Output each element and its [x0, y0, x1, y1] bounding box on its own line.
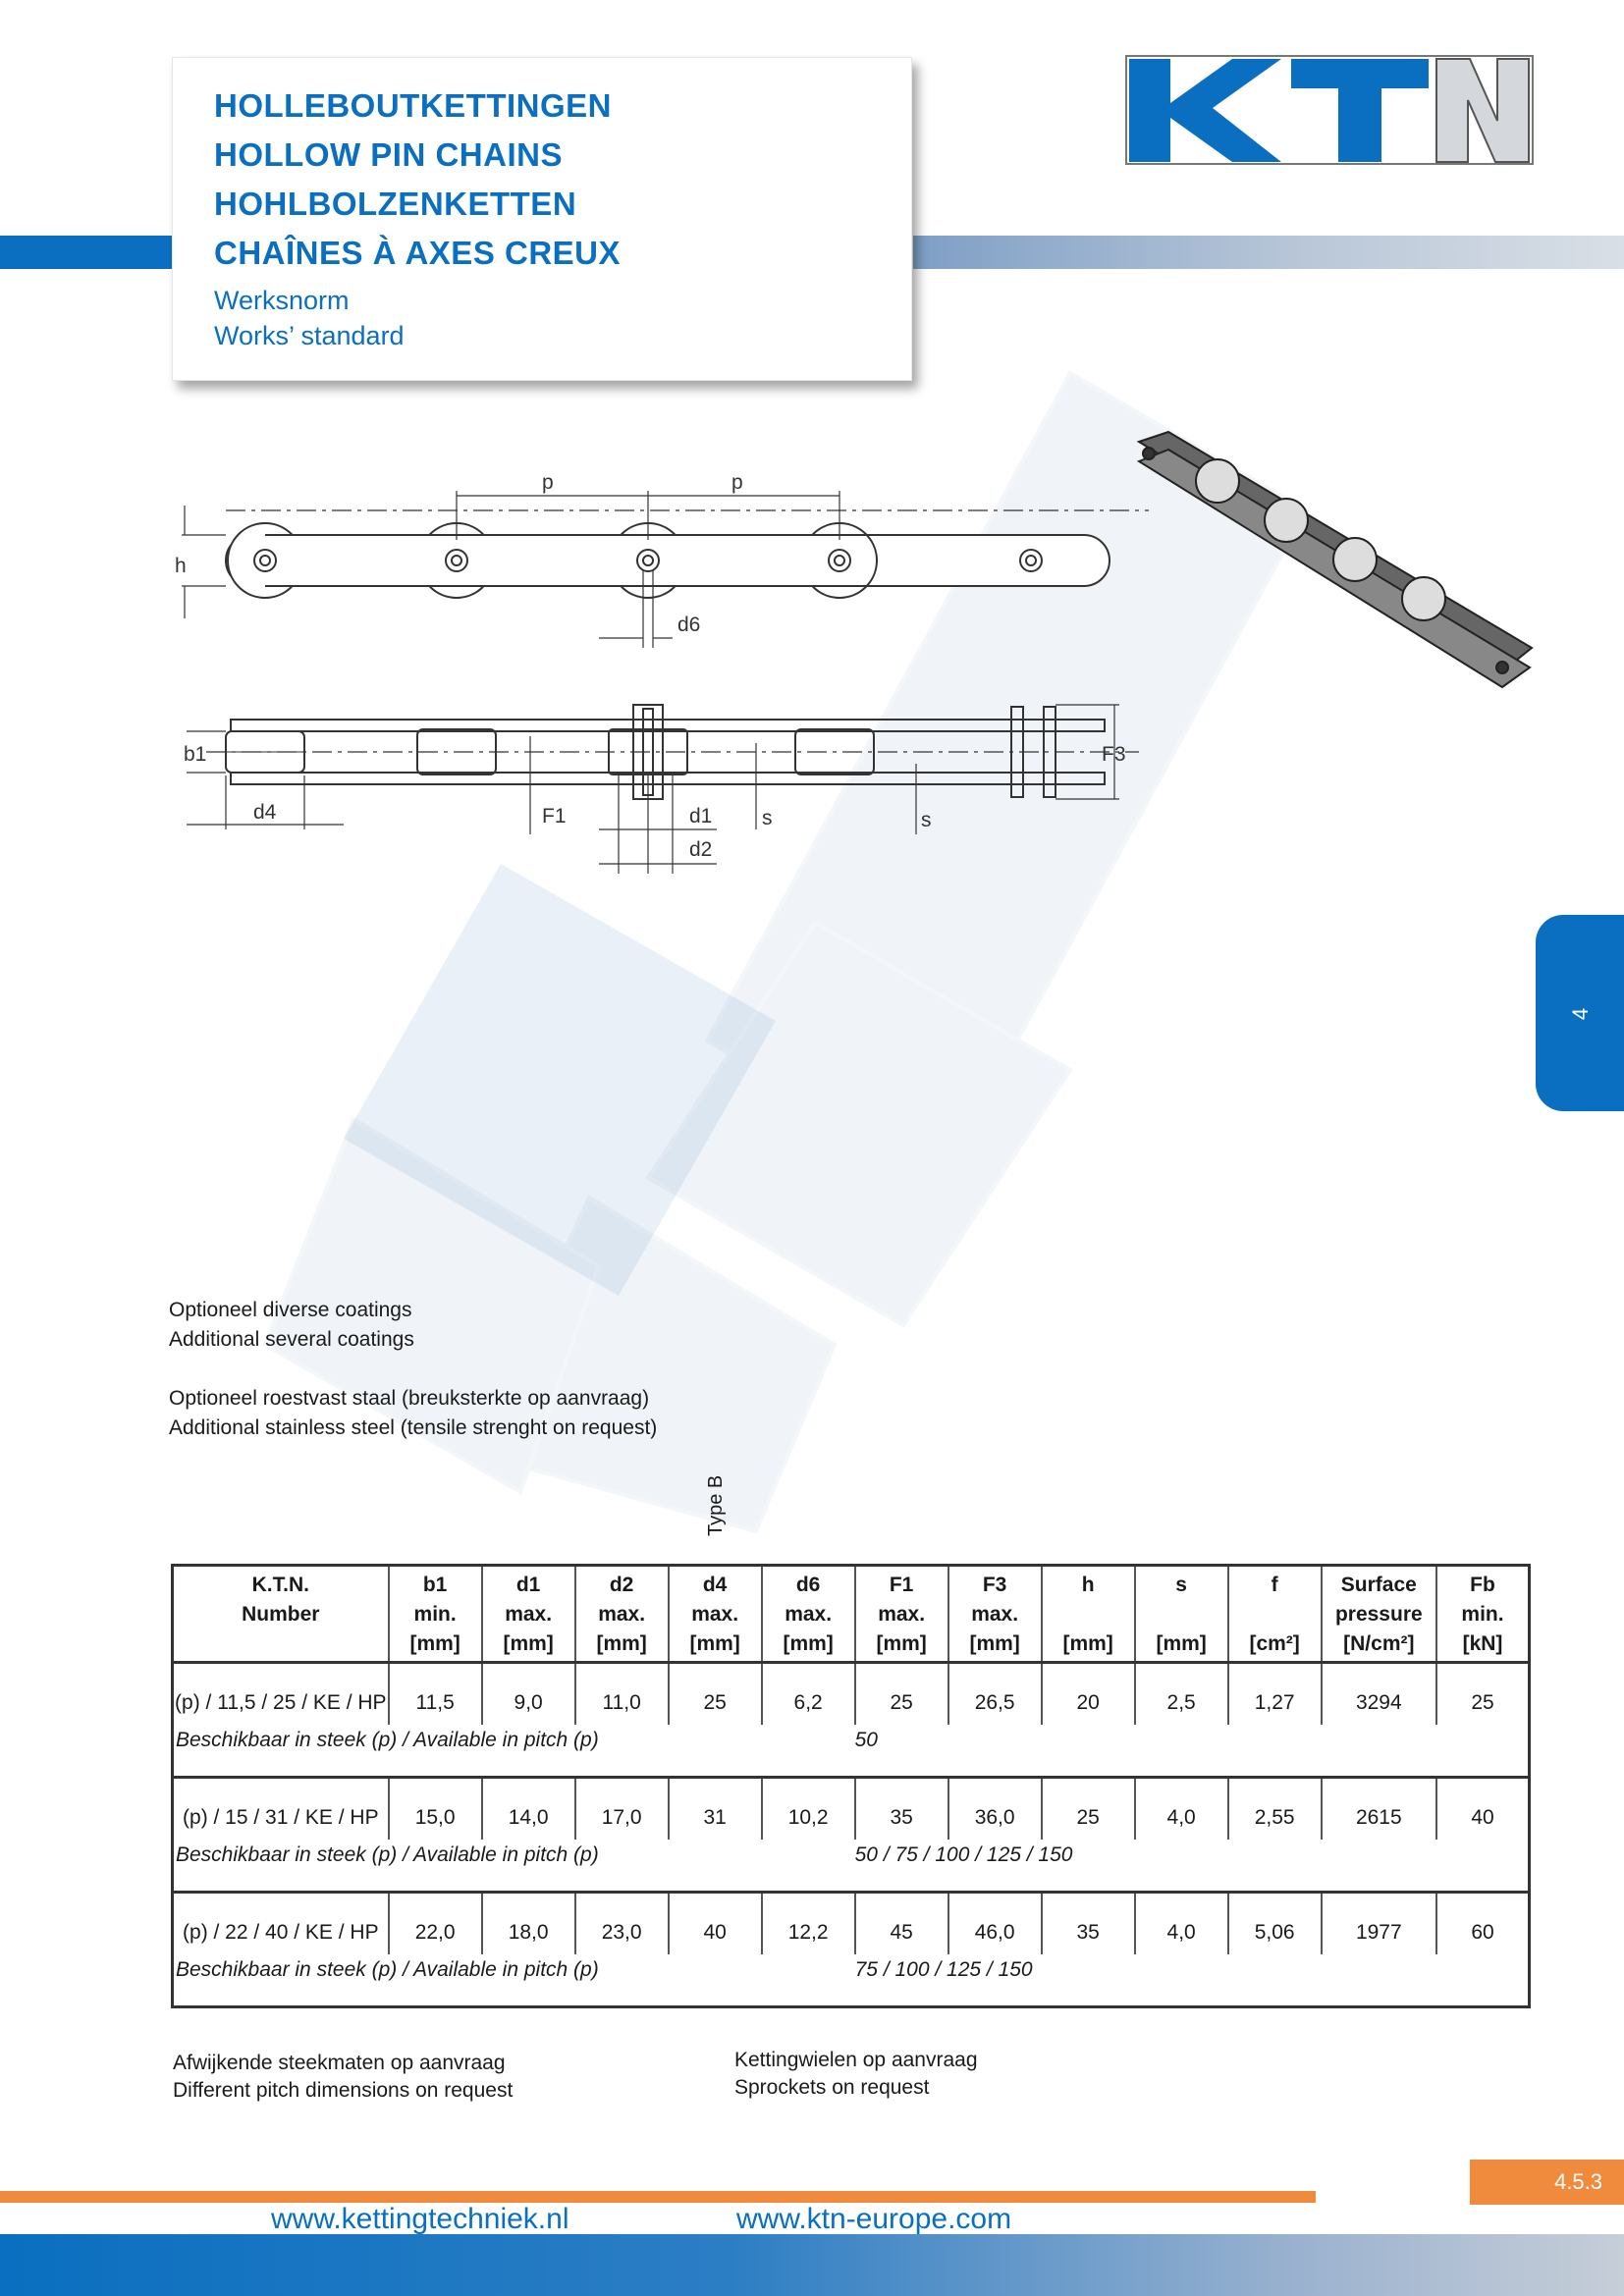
- label-p-1: p: [542, 471, 554, 494]
- availability-row: [173, 1725, 1530, 1778]
- label-p-2: p: [731, 471, 743, 494]
- table-cell: (p) / 11,5 / 25 / KE / HP: [173, 1663, 389, 1726]
- table-cell: 25: [669, 1663, 762, 1726]
- table-cell: 2615: [1322, 1778, 1436, 1841]
- header-text: [mm]: [596, 1632, 647, 1655]
- table-cell: 31: [669, 1778, 762, 1841]
- table-cell: (p) / 22 / 40 / KE / HP: [173, 1893, 389, 1955]
- header-text: [1045, 1600, 1132, 1629]
- label-d2: d2: [689, 838, 713, 861]
- table-cell: 10,2: [762, 1778, 855, 1841]
- title-box: [172, 57, 912, 381]
- label-s-1: s: [762, 807, 773, 829]
- availability-label: Beschikbaar in steek (p) / Available in pitch (p): [173, 1954, 855, 2007]
- table-cell: 36,0: [948, 1778, 1042, 1841]
- header-text: F3: [982, 1574, 1007, 1596]
- table-cell: 2,5: [1135, 1663, 1228, 1726]
- header-text: d4: [702, 1574, 728, 1596]
- stainless-note-english: Additional stainless steel (tensile strenght on request): [169, 1416, 658, 1439]
- coatings-note: [169, 1296, 414, 1355]
- label-h: h: [175, 555, 187, 577]
- label-f1: F1: [542, 805, 567, 828]
- header-text: max.: [505, 1603, 553, 1626]
- header-text: pressure: [1334, 1603, 1423, 1626]
- header-cell: [389, 1566, 482, 1663]
- table-cell: 9,0: [482, 1663, 575, 1726]
- header-text: Fb: [1470, 1574, 1495, 1596]
- table-cell: 5,06: [1228, 1893, 1322, 1955]
- header-text: max.: [691, 1603, 739, 1626]
- table-cell: 25: [1436, 1663, 1529, 1726]
- label-d4: d4: [253, 801, 277, 824]
- header-text: d6: [795, 1574, 821, 1596]
- stainless-note: [169, 1384, 657, 1443]
- header-cell: [1042, 1566, 1135, 1663]
- table-cell: 11,0: [575, 1663, 669, 1726]
- label-d1: d1: [689, 805, 713, 828]
- table-cell: 1,27: [1228, 1663, 1322, 1726]
- header-cell: [575, 1566, 669, 1663]
- header-text: [mm]: [1062, 1632, 1113, 1655]
- table-cell: 2,55: [1228, 1778, 1322, 1841]
- header-cell: [482, 1566, 575, 1663]
- header-text: Surface: [1340, 1574, 1417, 1596]
- spec-table: [171, 1564, 1531, 2008]
- pitch-note-dutch: Afwijkende steekmaten op aanvraag: [173, 2052, 506, 2074]
- header-cell: [1322, 1566, 1436, 1663]
- coatings-note-english: Additional several coatings: [169, 1328, 414, 1351]
- header-cell: [1135, 1566, 1228, 1663]
- subtitle-dutch: Werksnorm: [214, 286, 350, 315]
- header-text: max.: [971, 1603, 1019, 1626]
- table-cell: 17,0: [575, 1778, 669, 1841]
- table-cell: 35: [1042, 1893, 1135, 1955]
- title-dutch: HOLLEBOUTKETTINGEN: [214, 87, 612, 124]
- table-cell: 11,5: [389, 1663, 482, 1726]
- sprockets-note: [734, 2047, 978, 2102]
- header-text: [mm]: [409, 1632, 460, 1655]
- table-cell: 46,0: [948, 1893, 1042, 1955]
- page-number-box: [1470, 2160, 1624, 2205]
- header-text: [176, 1629, 386, 1659]
- table-cell: 20: [1042, 1663, 1135, 1726]
- label-s-2: s: [921, 809, 932, 831]
- table-cell: 35: [855, 1778, 948, 1841]
- header-text: s: [1175, 1574, 1187, 1596]
- table-cell: 22,0: [389, 1893, 482, 1955]
- header-text: [cm²]: [1249, 1632, 1300, 1655]
- coatings-note-dutch: Optioneel diverse coatings: [169, 1299, 412, 1321]
- header-text: [1231, 1600, 1319, 1629]
- table-cell: 26,5: [948, 1663, 1042, 1726]
- stainless-note-dutch: Optioneel roestvast staal (breuksterkte op aanvraag): [169, 1387, 650, 1410]
- header-text: [mm]: [1156, 1632, 1207, 1655]
- header-text: h: [1081, 1574, 1095, 1596]
- table-cell: 15,0: [389, 1778, 482, 1841]
- section-tab-label: 4: [1568, 1007, 1594, 1021]
- sprockets-note-dutch: Kettingwielen op aanvraag: [734, 2049, 978, 2071]
- header-text: [kN]: [1462, 1632, 1503, 1655]
- header-text: d1: [515, 1574, 541, 1596]
- footer-orange-line: [0, 2191, 1316, 2203]
- ktn-logo: [1124, 54, 1537, 167]
- page-number: 4.5.3: [1554, 2169, 1602, 2194]
- header-text: [mm]: [503, 1632, 554, 1655]
- header-band-left: [0, 236, 177, 269]
- pitch-note: [173, 2050, 513, 2105]
- sprockets-note-english: Sprockets on request: [734, 2076, 930, 2099]
- table-cell: 60: [1436, 1893, 1529, 1955]
- url-kettingtechniek[interactable]: www.kettingtechniek.nl: [271, 2203, 569, 2235]
- header-text: [mm]: [969, 1632, 1020, 1655]
- header-cell: [948, 1566, 1042, 1663]
- header-text: [mm]: [783, 1632, 834, 1655]
- label-f3: F3: [1102, 743, 1126, 766]
- availability-label: Beschikbaar in steek (p) / Available in pitch (p): [173, 1840, 855, 1893]
- table-header-row: [173, 1566, 1530, 1663]
- type-b-label: Type B: [705, 1474, 727, 1536]
- pitch-note-english: Different pitch dimensions on request: [173, 2079, 514, 2102]
- header-text: max.: [878, 1603, 926, 1626]
- header-text: min.: [413, 1603, 457, 1626]
- subtitle-english: Works’ standard: [214, 321, 405, 350]
- header-text: [1138, 1600, 1225, 1629]
- header-text: Number: [242, 1603, 320, 1626]
- table-cell: (p) / 15 / 31 / KE / HP: [173, 1778, 389, 1841]
- url-ktn-europe[interactable]: www.ktn-europe.com: [736, 2203, 1012, 2235]
- table-cell: 18,0: [482, 1893, 575, 1955]
- header-text: min.: [1461, 1603, 1504, 1626]
- title-german: HOHLBOLZENKETTEN: [214, 186, 577, 222]
- header-cell: [173, 1566, 389, 1663]
- table-cell: 14,0: [482, 1778, 575, 1841]
- header-text: d2: [609, 1574, 634, 1596]
- header-cell: [762, 1566, 855, 1663]
- label-d6: d6: [677, 614, 701, 636]
- header-cell: [1436, 1566, 1529, 1663]
- availability-pitch: 50 / 75 / 100 / 125 / 150: [855, 1840, 1530, 1893]
- table-row: [173, 1778, 1530, 1841]
- table-cell: 25: [1042, 1778, 1135, 1841]
- header-band-right: [913, 236, 1624, 269]
- label-b1: b1: [184, 743, 207, 766]
- header-cell: [669, 1566, 762, 1663]
- header-text: [N/cm²]: [1343, 1632, 1415, 1655]
- footer-band: [0, 2234, 1624, 2296]
- header-text: b1: [422, 1574, 448, 1596]
- table-row: [173, 1663, 1530, 1726]
- table-cell: 12,2: [762, 1893, 855, 1955]
- availability-pitch: 75 / 100 / 125 / 150: [855, 1954, 1530, 2007]
- header-text: F1: [889, 1574, 914, 1596]
- table-cell: 40: [669, 1893, 762, 1955]
- availability-pitch: 50: [855, 1725, 1530, 1778]
- table-cell: 45: [855, 1893, 948, 1955]
- table-cell: 40: [1436, 1778, 1529, 1841]
- title-english: HOLLOW PIN CHAINS: [214, 136, 563, 173]
- table-cell: 6,2: [762, 1663, 855, 1726]
- availability-row: [173, 1840, 1530, 1893]
- availability-row: [173, 1954, 1530, 2007]
- table-row: [173, 1893, 1530, 1955]
- header-cell: [1228, 1566, 1322, 1663]
- table-cell: 25: [855, 1663, 948, 1726]
- title-french: CHAÎNES À AXES CREUX: [214, 235, 622, 271]
- header-text: f: [1271, 1574, 1278, 1596]
- table-cell: 4,0: [1135, 1893, 1228, 1955]
- header-text: [mm]: [689, 1632, 740, 1655]
- header-text: max.: [598, 1603, 646, 1626]
- header-cell: [855, 1566, 948, 1663]
- table-cell: 3294: [1322, 1663, 1436, 1726]
- table-cell: 1977: [1322, 1893, 1436, 1955]
- header-text: K.T.N.: [251, 1574, 309, 1596]
- table-cell: 4,0: [1135, 1778, 1228, 1841]
- table-cell: 23,0: [575, 1893, 669, 1955]
- header-text: [mm]: [876, 1632, 927, 1655]
- availability-label: Beschikbaar in steek (p) / Available in pitch (p): [173, 1725, 855, 1778]
- header-text: max.: [785, 1603, 833, 1626]
- section-tab[interactable]: [1536, 915, 1624, 1111]
- chain-3d-illustration: [1129, 422, 1542, 697]
